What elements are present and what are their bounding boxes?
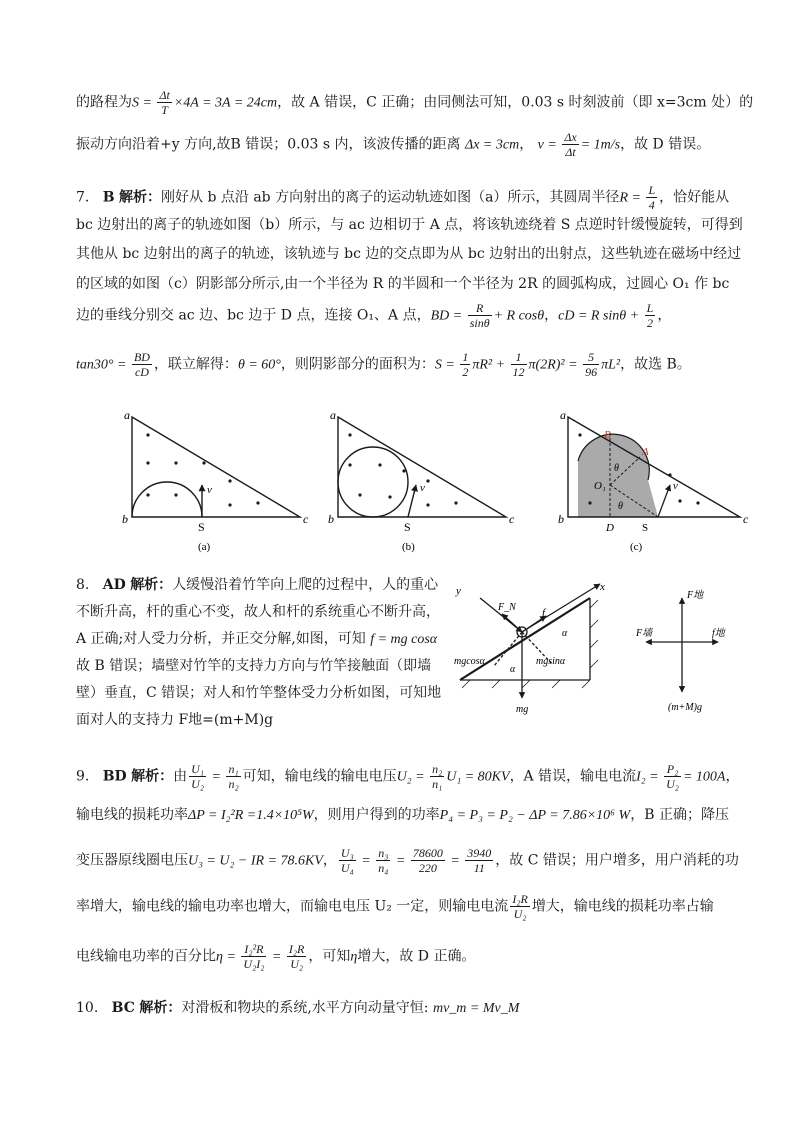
q8-line2: 不断升高，杆的重心不变，故人和杆的系统重心不断升高， — [76, 604, 440, 620]
wall-hatch — [462, 600, 598, 688]
figure-7 — [110, 405, 760, 555]
p1-line1: 的路程为S = $\frac{\Delta t}{T}$ ×4A = 3A = 24cm，故 A 错误，C 正确；由同侧法可知，0.03 s 时刻波前（即 x=3cm 处）的 — [76, 88, 754, 117]
q9-line5: 电线输电功率的百分比η = $\frac{\text{I₂²R}}{\text{U₂I₂}}$ = $\frac{\text{I₂R}}{\text{U₂}}$ ，可知η增大，故 D 正确。 — [76, 942, 476, 971]
force-diagram-person — [460, 584, 600, 698]
q7-line6: tan30° = $\frac{BD}{cD}$ ，联立解得：θ = 60°，则阴影部分的面积为：S = $\frac{1}{2}$ πR² + $\frac{1}{12}$ π(2R)² = $\frac{5}{96}$ πL²，故选 B。 — [76, 350, 691, 379]
label-f-ground: f地 — [712, 628, 725, 639]
figure-8 — [450, 580, 750, 730]
q8-line3: A 正确;对人受力分析，并正交分解,如图，可知 f = mg cosα — [76, 631, 438, 647]
q7-line5: 边的垂线分别交 ac 边、bc 边于 D 点，连接 O₁、A 点，BD = $\frac{R}{\sin\theta}$ + R cosθ，cD = R sinθ + $\frac{L}{2}$ ， — [76, 301, 672, 330]
q8-line5: 壁）垂直，C 错误；对人和竹竿整体受力分析如图，可知地 — [76, 685, 442, 701]
label-a: a — [124, 408, 130, 422]
label-alpha: α — [562, 628, 568, 639]
label-A: A — [642, 446, 649, 458]
label-v: v — [673, 480, 678, 492]
label-B: B — [604, 429, 611, 441]
question-number: 10. — [76, 1000, 99, 1016]
label-x: x — [600, 581, 605, 593]
label-D: D — [606, 522, 614, 534]
force-diagram-system — [646, 598, 718, 692]
q7-line2: bc 边射出的离子的轨迹如图（b）所示，与 ac 边相切于 A 点，将该轨迹绕着 S 点逆时针缓慢旋转，可得到 — [76, 217, 743, 233]
label-a: a — [330, 408, 336, 422]
question-number: 7. — [76, 189, 90, 206]
figure-a — [132, 417, 300, 517]
label-f: f — [542, 607, 546, 619]
fraction: $\frac{\Delta x}{\Delta t}$ — [564, 130, 577, 159]
q9-line4: 率增大，输电线的输电功率也增大，而输电电压 U₂ 一定，则输电电流 $\frac{\text{I₂R}}{\text{U₂}}$ 增大，输电线的损耗功率占输 — [76, 892, 714, 921]
field-dots-a — [146, 433, 259, 506]
question-number: 9. — [76, 768, 90, 785]
answer-key: B — [102, 189, 115, 206]
label-mgcos: mgcosα — [454, 656, 485, 667]
q8-line1: 8. AD 解析：人缓慢沿着竹竿向上爬的过程中，人的重心 — [76, 577, 439, 593]
label-b: b — [328, 512, 334, 526]
label-theta: θ — [618, 501, 623, 512]
label-c: c — [509, 512, 515, 526]
q8-line4: 故 B 错误；墙壁对竹竿的支持力方向与竹竿接触面（即墙 — [76, 658, 432, 674]
label-S: S — [404, 520, 411, 534]
label-mgsin: mgsinα — [536, 656, 566, 667]
q7-line3: 其他从 bc 边射出的离子的轨迹，该轨迹与 bc 边的交点即为从 bc 边射出的出射点，这些轨迹在磁场中经过 — [76, 246, 742, 262]
figure-c — [568, 417, 740, 517]
label-c: c — [303, 512, 309, 526]
label-b: b — [122, 512, 128, 526]
label-O1: O₁ — [594, 480, 606, 492]
q9-line2: 输电线的损耗功率ΔP = I₂²R =1.4×10⁵W，则用户得到的功率P₄ = P₃ = P₂ − ΔP = 7.86×10⁶ W，B 正确；降压 — [76, 807, 729, 823]
q8-line6: 面对人的支持力 F地=(m+M)g — [76, 712, 274, 728]
label-v: v — [207, 484, 212, 496]
label-mg: mg — [516, 704, 529, 715]
answer-key: BC — [111, 1000, 135, 1016]
label-F-ground: F地 — [687, 590, 704, 601]
label-total-weight: (m+M)g — [668, 702, 702, 713]
caption-b: (b) — [402, 541, 415, 553]
label-S: S — [642, 522, 649, 534]
q9-line3: 变压器原线圈电压U₃ = U₂ − IR = 78.6KV， $\frac{\text{U₃}}{\text{U₄}}$ = $\frac{\text{n₃}}{\text{n₄}}$ = $\frac{78600}{220}$ = $\frac{3940}{11}$ ，故 C 错误；用户增多，用户消耗的功 — [76, 846, 739, 875]
q7-line1: 7. B 解析：刚好从 b 点沿 ab 方向射出的离子的运动轨迹如图（a）所示，其圆周半径R = $\frac{L}{4}$ ，恰好能从 — [76, 183, 730, 212]
label-a: a — [560, 408, 566, 422]
q7-line4: 的区域的如图（c）阴影部分所示,由一个半径为 R 的半圆和一个半径为 2R 的圆弧构成，过圆心 O₁ 作 bc — [76, 276, 730, 292]
fraction: $\frac{\Delta t}{T}$ — [159, 88, 170, 117]
field-dots-b — [348, 433, 457, 506]
label-F-wall: F墙 — [636, 628, 653, 639]
p1-line2: 振动方向沿着+y 方向,故B 错误；0.03 s 内，该波传播的距离 Δx = 3cm， v = $\frac{\Delta x}{\Delta t}$ = 1m/s，故 D 错误。 — [76, 130, 711, 159]
question-number: 8. — [76, 577, 90, 593]
q10-line1: 10. BC 解析：对滑板和物块的系统,水平方向动量守恒: mv_m = Mv_M — [76, 1000, 520, 1016]
answer-key: AD — [102, 577, 126, 593]
label-b: b — [558, 512, 564, 526]
answer-key: BD — [102, 768, 127, 785]
label-alpha: α — [510, 664, 516, 675]
label-c: c — [743, 512, 749, 526]
label-S: S — [198, 520, 205, 534]
label-FN: F_N — [498, 602, 516, 613]
caption-c: (c) — [630, 541, 643, 553]
q9-line1: 9. BD 解析：由 $\frac{\text{U₁}}{\text{U₂}}$ = $\frac{\text{n₁}}{\text{n₂}}$ 可知，输电线的输电电压U₂ = $\frac{\text{n₂}}{\text{n₁}}$ U₁ = 80KV，A 错误，输电电流I₂ = $\frac{\text{P₂}}{\text{U₂}}$ = 100A， — [76, 762, 740, 791]
figure-b — [338, 417, 506, 517]
caption-a: (a) — [198, 541, 211, 553]
label-theta: θ — [614, 463, 619, 474]
label-y: y — [456, 585, 461, 597]
label-v: v — [420, 482, 425, 494]
